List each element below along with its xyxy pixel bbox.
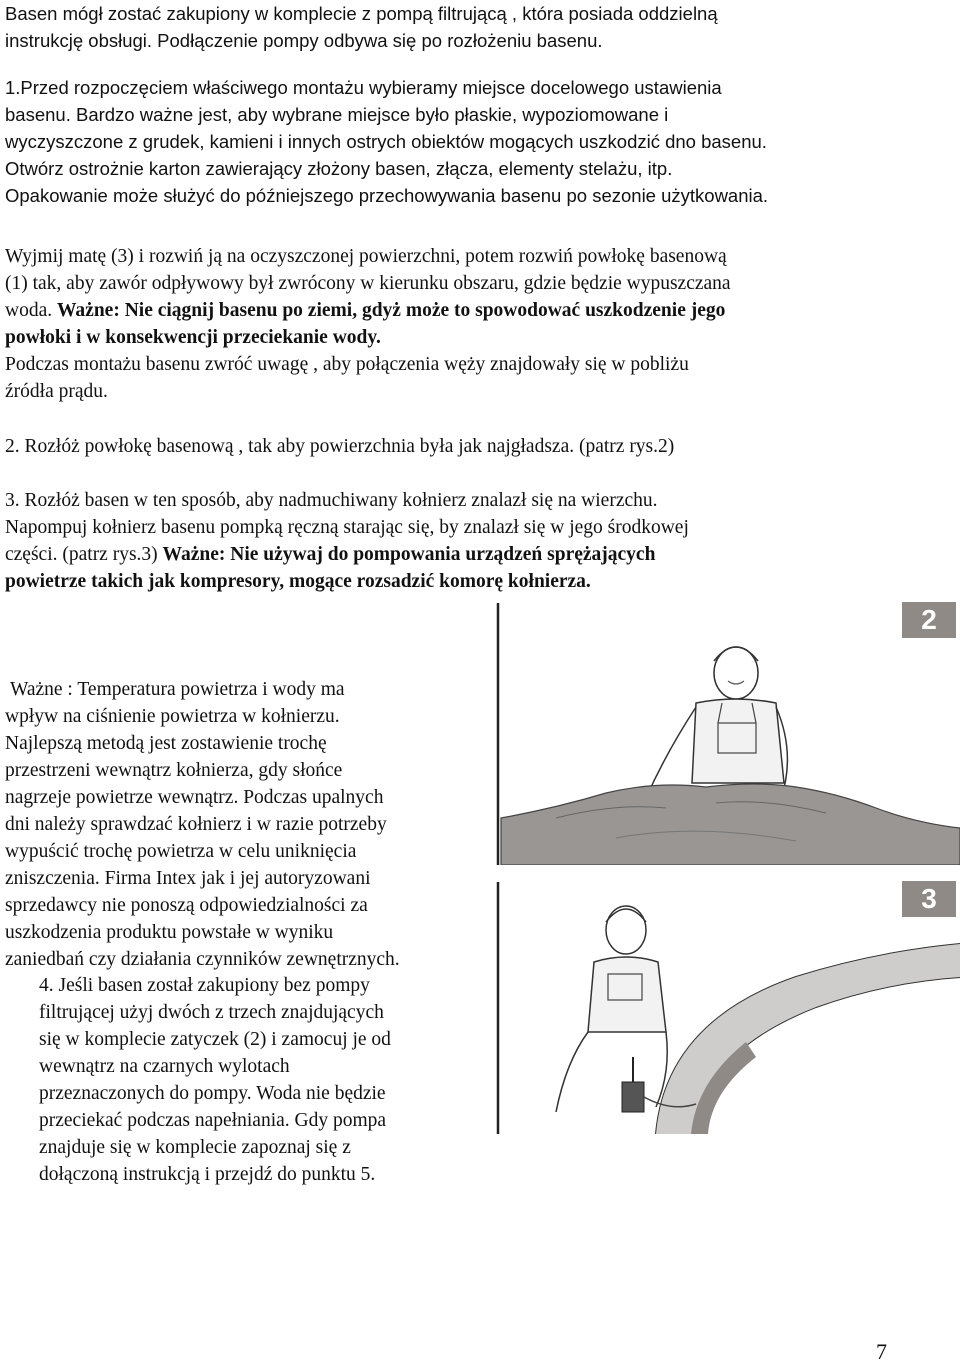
step-4-line: dołączoną instrukcją i przejdź do punktu 5.	[39, 1164, 376, 1185]
step-1-line: 1.Przed rozpoczęciem właściwego montażu wybieramy miejsce docelowego ustawienia	[5, 77, 722, 98]
mat-line-text: woda.	[5, 300, 57, 321]
note-line: przestrzeni wewnątrz kołnierza, gdy słońce	[5, 760, 343, 781]
intro-paragraph	[5, 0, 955, 54]
step-1-line: wyczyszczone z grudek, kamieni i innych ostrych obiektów mogących uszkodzić dno basenu.	[5, 131, 767, 152]
figure-3-illustration	[496, 882, 960, 1134]
step-3-paragraph	[5, 487, 955, 595]
figure-2-number-badge: 2	[902, 602, 956, 638]
note-line: Najlepszą metodą jest zostawienie trochę	[5, 733, 327, 754]
mat-line: Podczas montażu basenu zwróć uwagę , aby połączenia węży znajdowały się w pobliżu	[5, 354, 689, 375]
step-4-line: przeciekać podczas napełniania. Gdy pompa	[39, 1110, 387, 1131]
intro-line: Basen mógł zostać zakupiony w komplecie z pompą filtrującą , która posiada oddzielną	[5, 3, 718, 24]
step-2-paragraph	[5, 433, 955, 460]
step-3-line: 3. Rozłóż basen w ten sposób, aby nadmuchiwany kołnierz znalazł się na wierzchu.	[5, 490, 658, 511]
step-4-paragraph	[39, 972, 479, 1188]
note-line: nagrzeje powietrze wewnątrz. Podczas upalnych	[5, 787, 384, 808]
step-2-line: 2. Rozłóż powłokę basenową , tak aby powierzchnia była jak najgładsza. (patrz rys.2)	[5, 436, 675, 457]
note-line: dni należy sprawdzać kołnierz i w razie potrzeby	[5, 814, 387, 835]
mat-line	[5, 324, 955, 351]
figure-3-number-badge: 3	[902, 881, 956, 917]
intro-line: instrukcję obsługi. Podłączenie pompy odbywa się po rozłożeniu basenu.	[5, 30, 603, 51]
step-4-line: znajduje się w komplecie zapoznaj się z	[39, 1137, 351, 1158]
step-1-line: Otwórz ostrożnie karton zawierający złożony basen, złącza, elementy stelażu, itp.	[5, 158, 673, 179]
note-line: sprzedawcy nie ponoszą odpowiedzialności za	[5, 895, 368, 916]
step-3-line-text: części. (patrz rys.3)	[5, 544, 163, 565]
step-3-line	[5, 541, 955, 568]
page-number: 7	[876, 1339, 887, 1364]
note-line: zaniedbań czy działania czynników zewnętrznych.	[5, 949, 400, 970]
mat-line	[5, 297, 955, 324]
note-line: Ważne : Temperatura powietrza i wody ma	[10, 679, 345, 700]
note-line: zniszczenia. Firma Intex jak i jej autoryzowani	[5, 868, 371, 889]
note-line: wpływ na ciśnienie powietrza w kołnierzu.	[5, 706, 340, 727]
step-1-line: basenu. Bardzo ważne jest, aby wybrane miejsce było płaskie, wypoziomowane i	[5, 104, 669, 125]
mat-warning-text: Ważne: Nie ciągnij basenu po ziemi, gdyż może to spowodować uszkodzenie jego	[57, 300, 726, 321]
mat-paragraph	[5, 243, 955, 405]
temperature-note	[5, 676, 485, 973]
step-3-warning-text: powietrze takich jak kompresory, mogące rozsadzić komorę kołnierza.	[5, 571, 591, 592]
figure-2-illustration	[496, 603, 960, 865]
step-4-line: filtrującej użyj dwóch z trzech znajdujących	[39, 1002, 384, 1023]
note-line: wypuścić trochę powietrza w celu uniknięcia	[5, 841, 357, 862]
step-3-warning-text: Ważne: Nie używaj do pompowania urządzeń sprężających	[162, 544, 656, 565]
step-3-line	[5, 568, 955, 595]
mat-line: źródła prądu.	[5, 381, 108, 402]
note-line: uszkodzenia produktu powstałe w wyniku	[5, 922, 334, 943]
mat-warning-text: powłoki i w konsekwencji przeciekanie wody.	[5, 327, 381, 348]
step-4-line: 4. Jeśli basen został zakupiony bez pompy	[39, 975, 370, 996]
mat-line: (1) tak, aby zawór odpływowy był zwrócony w kierunku obszaru, gdzie będzie wypuszczana	[5, 273, 731, 294]
step-1-line: Opakowanie może służyć do późniejszego przechowywania basenu po sezonie użytkowania.	[5, 185, 769, 206]
mat-line: Wyjmij matę (3) i rozwiń ją na oczyszczonej powierzchni, potem rozwiń powłokę basenową	[5, 246, 727, 267]
step-3-line: Napompuj kołnierz basenu pompką ręczną starając się, by znalazł się w jego środkowej	[5, 517, 689, 538]
figure-3-drawing	[496, 882, 960, 1134]
step-1-paragraph	[5, 74, 955, 209]
step-4-line: wewnątrz na czarnych wylotach	[39, 1056, 290, 1077]
step-4-line: przeznaczonych do pompy. Woda nie będzie	[39, 1083, 386, 1104]
step-4-line: się w komplecie zatyczek (2) i zamocuj je od	[39, 1029, 391, 1050]
figure-2-drawing	[496, 603, 960, 865]
